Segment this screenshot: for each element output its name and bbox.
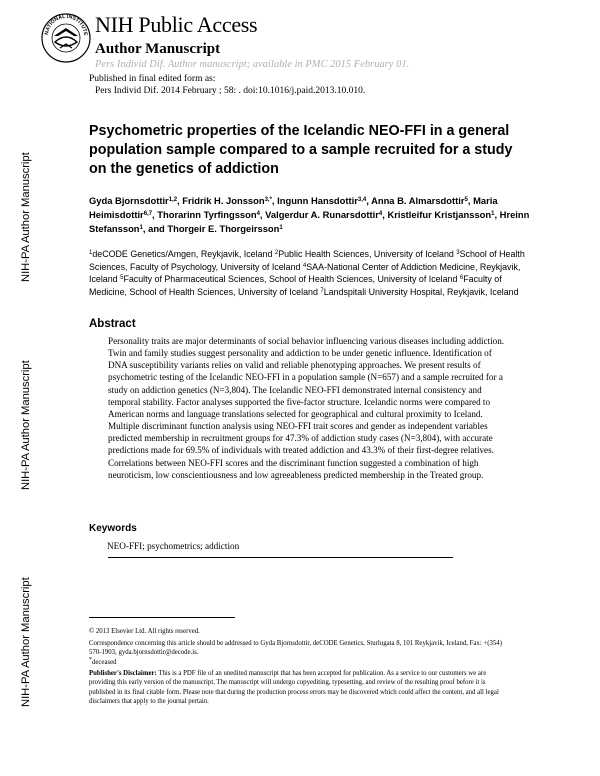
author-affiliation-mark: 1 (491, 211, 495, 217)
author-name: Gyda Bjornsdottir (89, 195, 169, 206)
author-affiliation-mark: 4 (256, 211, 260, 217)
author-affiliation-mark: 3,* (264, 197, 272, 203)
keywords-heading: Keywords (89, 523, 137, 534)
affiliation-text: SAA-National Center of Addiction Medicine, Reykjavik, Iceland (89, 261, 521, 285)
affiliation-number: 5 (120, 275, 124, 282)
author-affiliation-mark: 6,7 (143, 211, 153, 217)
side-label-3: NIH-PA Author Manuscript (20, 577, 32, 707)
affiliation-text: Landspitali University Hospital, Reykjavik, Iceland (323, 286, 519, 297)
article-title: Psychometric properties of the Icelandic NEO-FFI in a general population sample compared to a sample recruited for a study on the genetics of addiction (89, 123, 513, 177)
deceased-note (89, 658, 509, 667)
copyright-note: © 2013 Elsevier Ltd. All rights reserved. (89, 628, 200, 635)
nih-logo (40, 6, 92, 70)
deceased-text: deceased (92, 659, 117, 666)
author-name: Fridrik H. Jonsson (182, 195, 265, 206)
affiliation-list (89, 248, 534, 298)
author-affiliation-mark: 3,4 (357, 197, 367, 203)
affiliation-text: Faculty of Medicine, School of Health Sciences, University of Iceland (89, 274, 502, 297)
affiliation-number: 1 (89, 250, 93, 256)
footnote-divider (89, 617, 235, 618)
published-line: Published in final edited form as: (89, 74, 216, 84)
affiliation-text: Public Health Sciences, University of Iceland (278, 249, 457, 259)
availability-note: Pers Individ Dif. Author manuscript; available in PMC 2015 February 01. (95, 59, 410, 70)
side-label-2: NIH-PA Author Manuscript (20, 360, 32, 490)
citation-link[interactable]: Pers Individ Dif. 2014 February ; 58: . doi:10.1016/j.paid.2013.10.010. (95, 86, 366, 96)
abstract-heading: Abstract (89, 318, 136, 330)
author-name: Anna B. Almarsdottir (371, 195, 465, 206)
author-name: Hreinn Stefansson (89, 209, 530, 234)
author-affiliation-mark: 5 (464, 197, 468, 203)
keywords-divider (108, 557, 453, 558)
affiliation-text: deCODE Genetics/Amgen, Reykjavik, Iceland (92, 249, 275, 259)
citation-line (95, 86, 365, 96)
disclaimer-text: This is a PDF file of an unedited manuscript that has been accepted for publication. As a service to our customers we are providing this early version of the manuscript. The manuscript will undergo copyediting, typesetting, and review of the resulting proof before it is published in its final citable form. Please note that during the production process errors may be discovered which could affect the content, and all legal disclaimers that apply to the journal pertain. (89, 670, 499, 705)
nih-public-access-title: NIH Public Access (95, 12, 258, 37)
affiliation-number: 3 (456, 250, 460, 256)
affiliation-number: 2 (274, 250, 279, 256)
svg-text:NATIONAL INSTITUTES OF HEALTH: NATIONAL INSTITUTE (43, 13, 89, 36)
author-affiliation-mark: 1 (279, 225, 283, 231)
affiliation-number: 7 (320, 287, 324, 294)
author-name: Ingunn Hansdottir (277, 195, 358, 206)
correspondence-note: Correspondence concerning this article should be addressed to Gyda Bjornsdottir, deCODE Genetics, Sturlugata 8, 101 Reykjavik, Iceland, Fax: +(354) 570-1903, gyda.bjornsdottir@decode.is. (89, 640, 502, 657)
side-label-1: NIH-PA Author Manuscript (20, 152, 32, 282)
author-affiliation-mark: 1,2 (168, 197, 178, 203)
deceased-mark: * (89, 657, 92, 663)
author-affiliation-mark: 1 (139, 225, 143, 231)
author-manuscript-label: Author Manuscript (95, 41, 221, 57)
author-name: Maria Heimisdottir (89, 195, 498, 220)
affiliation-number: 6 (459, 275, 464, 282)
affiliation-number: 4 (302, 262, 307, 269)
keywords-text: NEO-FFI; psychometrics; addiction (107, 541, 240, 551)
affiliation-text: Faculty of Pharmaceutical Sciences, School of Health Sciences, University of Iceland (123, 274, 460, 285)
affiliation-text: School of Health Sciences, Faculty of Psychology, University of Iceland (89, 249, 525, 272)
publisher-disclaimer (89, 669, 509, 706)
author-name: Thorarinn Tyrfingsson (157, 209, 257, 220)
abstract-text: Personality traits are major determinants of social behavior influencing various diseases including addiction. Twin and family studies suggest personality and addiction to be under genetic influence. Identification of DNA susceptibility variants relies on valid and reliable phenotyping approaches. We present results of psychometric testing of the Icelandic NEO-FFI in a population sample (N=657) and a sample recruited for a study on addiction genetics (N=3,804). The Icelandic NEO-FFI demonstrated internal consistency and temporal stability. Factor analyses supported the five-factor structure. Icelandic norms were compared to American norms and language translations selected for geographical and cultural proximity to Iceland. Multiple discriminant function analysis using NEO-FFI trait scores and gender as independent variables predicted membership in recruitment groups for 47.3% of addiction study cases (N=3,804), with accurate predictions made for 69.5% of individuals with treated addiction and 43.3% of their first-degree relatives. Correlations between NEO-FFI scores and the discriminant function suggested a combination of high neuroticism, low conscientiousness and low agreeableness predicted membership in the Treated group. (108, 336, 505, 480)
disclaimer-label: Publisher's Disclaimer: (89, 670, 157, 677)
author-name: Kristleifur Kristjansson (387, 209, 492, 220)
author-list: Gyda Bjornsdottir$^{1,2}$, Fridrik H. Jonsson$^{3,*}$, Ingunn Hansdottir$^{3,4}$, Anna B. Almarsdottir$^5$, Maria Heimisdottir$^{6,7}$, Thorarinn Tyrfingsson$^4$, Valgerdur A. Runarsdottir$^4$, Kristleifur Kristjansson$^1$, Hreinn Stefansson$^1$, and Thorgeir E. Thorgeirsson$^1$ (89, 195, 530, 234)
author-name: Valgerdur A. Runarsdottir (265, 209, 379, 220)
author-affiliation-mark: 4 (378, 211, 383, 217)
author-name: Thorgeir E. Thorgeirsson (167, 223, 280, 234)
